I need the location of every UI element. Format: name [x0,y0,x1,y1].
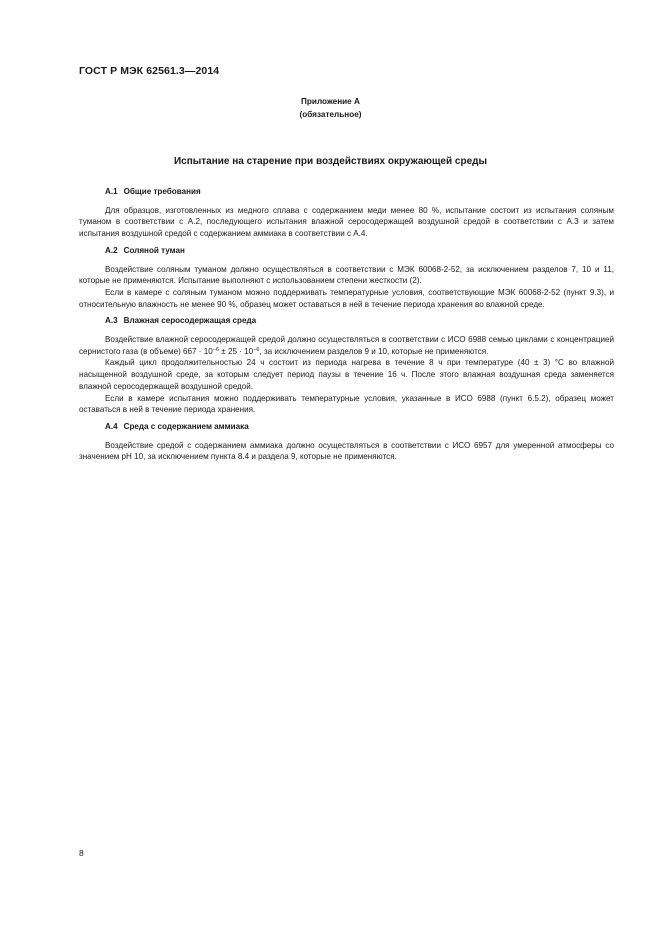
section-heading-a2 [79,245,614,257]
annex-status: (обязательное) [299,110,362,119]
section-heading-a1 [79,186,614,198]
section-number: А.3 [105,316,118,326]
page-number: 8 [79,848,84,858]
section-number: А.1 [105,187,118,196]
section-number: А.4 [105,421,118,431]
paragraph: Если в камере испытания можно поддерживать температурные условия, указанные в ИСО 6988 (пункт 6.5.2), образец может оставаться в ней в течение периода хранения. [79,393,614,415]
annex-title: Испытание на старение при воздействиях окружающей среды [173,156,488,167]
paragraph: Каждый цикл продолжительностью 24 ч состоит из периода нагрева в течение 8 ч при температуре (40 ± 3) °C во влажной насыщенной воздушной среде, за которым следует период паузы в течение 16 ч. После этого влажная воздушная среда заменяется влажной серосодержащей воздушной средой. [79,358,614,391]
paragraph: Для образцов, изготовленных из медного сплава с содержанием меди менее 80 %, испытание состоит из испытания соляным туманом в соответствии с А.2, последующего испытания влажной серосодержащей воздушной средой в соответствии с А.3 и затем испытания воздушной средой с содержанием аммиака в соответствии с А.4. [79,205,614,239]
section-title: Общие требования [123,187,201,196]
exponent: −6 [212,346,220,353]
section-title: Влажная серосодержащая среда [123,316,257,326]
annex-body [79,186,614,463]
paragraph: Если в камере с соляным туманом можно поддерживать температурные условия, соответствующие МЭК 60068-2-52 (пункт 9.3), и относительную влажность не менее 90 %, образец может оставаться в ней в течение периода хранения во влажной среде. [79,287,614,309]
section-title: Среда с содержанием аммиака [123,421,249,431]
section-title: Соляной туман [123,245,185,255]
annex-name: Приложение А [301,97,360,106]
section-heading-a4 [79,421,614,433]
paragraph-with-formula: Воздействие влажной серосодержащей средой должно осуществляться в соответствии с ИСО 6988 семью циклами с концентрацией сернистого газа (в объеме) $667 \cdot 10^{-6} \pm 25 \cdot 10^{-6}$, за исключением разделов 9 и 10, которые не применяются. [79,335,614,356]
paragraph: Воздействие соляным туманом должно осуществляться в соответствии с МЭК 60068-2-52, за исключением разделов 7, 10 и 11, которые не применяются. Испытание выполняют с использованием степени жесткости (2). [79,264,614,286]
section-heading-a3 [79,315,614,327]
standard-designation: ГОСТ Р МЭК 62561.3—2014 [79,65,220,77]
exponent: −6 [253,346,260,353]
section-number: А.2 [105,245,118,255]
annex-heading [0,95,661,121]
paragraph: Воздействие средой с содержанием аммиака должно осуществляться в соответствии с ИСО 6957 для умеренной атмосферы со значением pH 10, за исключением пункта 8.4 и раздела 9, которые не применяются. [79,440,614,462]
